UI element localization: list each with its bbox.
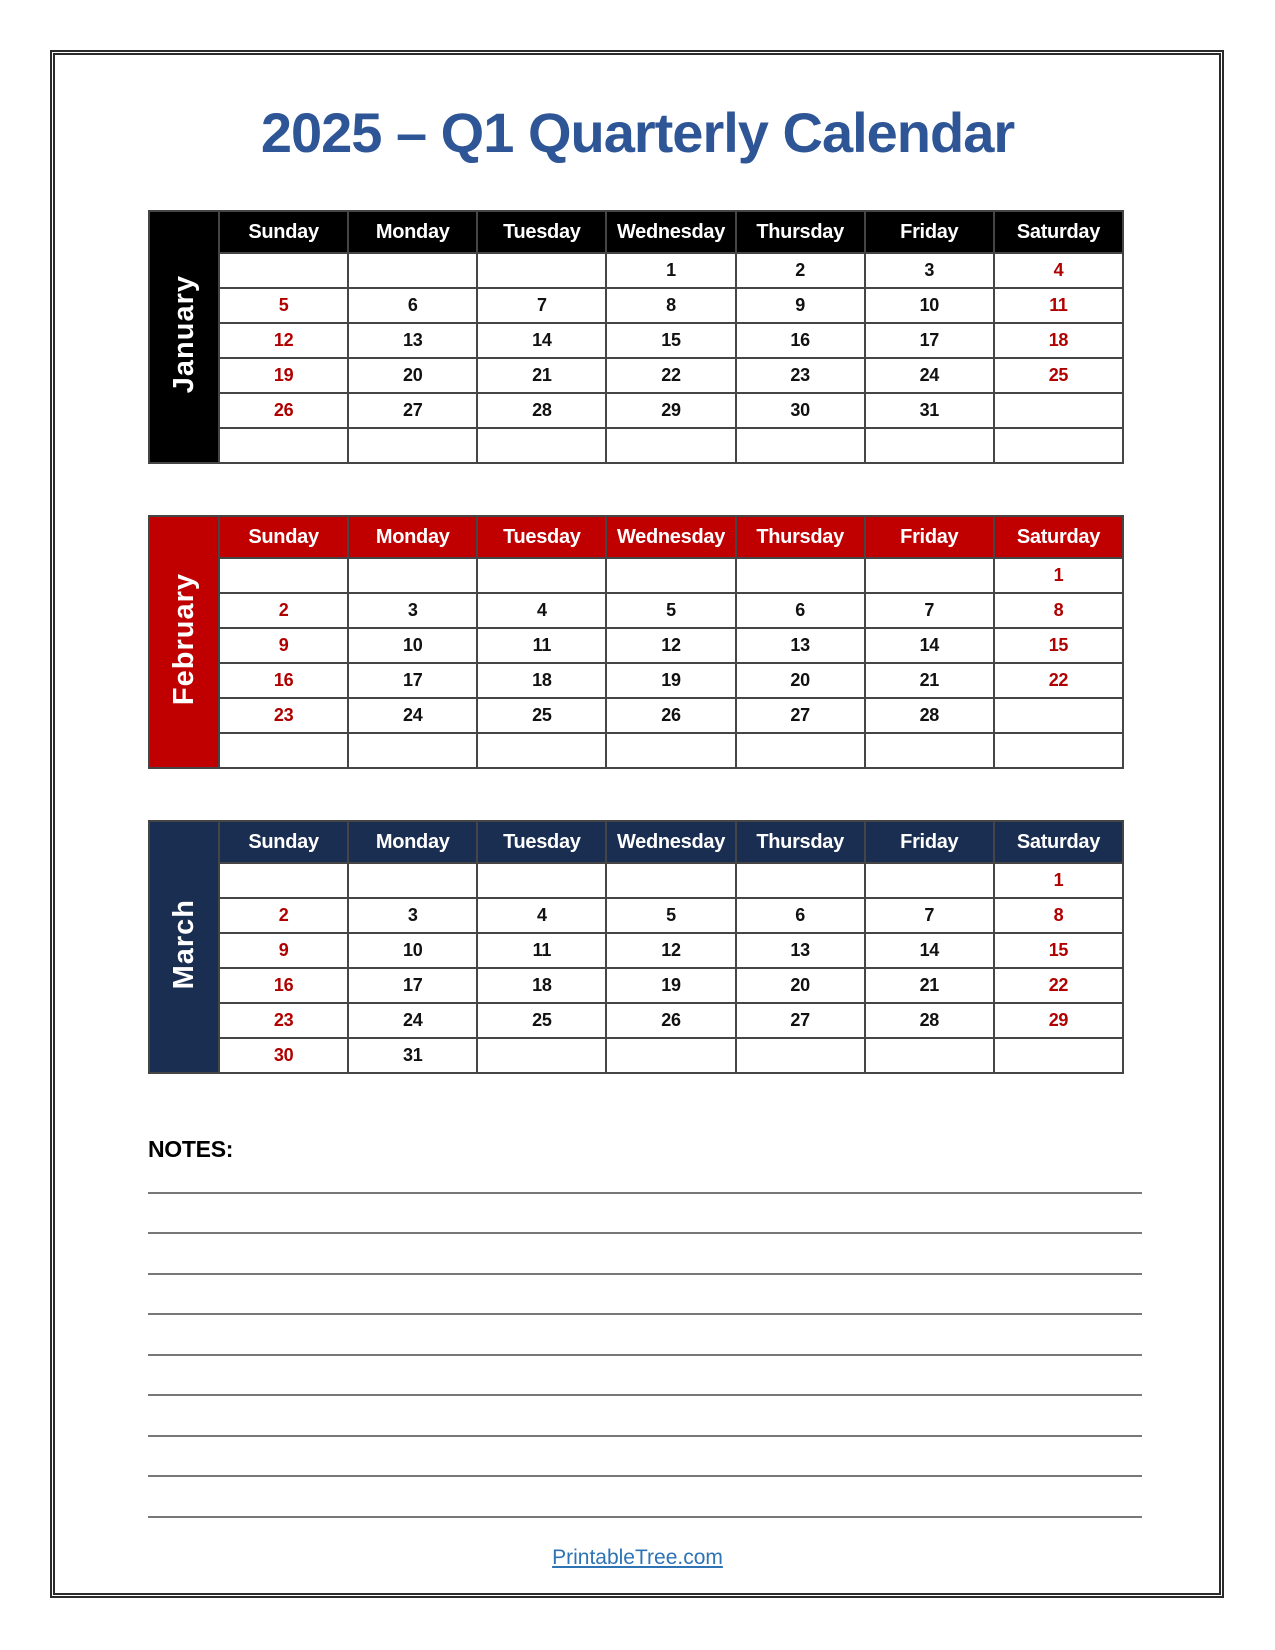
day-cell: 13 bbox=[736, 933, 865, 968]
day-cell: 1 bbox=[994, 863, 1123, 898]
weekday-header-friday: Friday bbox=[865, 211, 994, 253]
weekday-header-wednesday: Wednesday bbox=[606, 821, 735, 863]
notes-label: NOTES: bbox=[148, 1136, 234, 1162]
day-cell: 30 bbox=[219, 1038, 348, 1073]
weekday-header-monday: Monday bbox=[348, 821, 477, 863]
day-cell bbox=[348, 428, 477, 463]
week-row bbox=[149, 628, 1123, 663]
day-cell: 29 bbox=[606, 393, 735, 428]
day-cell bbox=[477, 863, 606, 898]
weekday-header-row bbox=[149, 211, 1123, 253]
day-cell bbox=[736, 733, 865, 768]
day-cell: 19 bbox=[606, 968, 735, 1003]
day-cell: 1 bbox=[606, 253, 735, 288]
day-cell: 11 bbox=[477, 933, 606, 968]
note-line bbox=[148, 1153, 1142, 1194]
day-cell: 21 bbox=[865, 663, 994, 698]
day-cell: 7 bbox=[865, 898, 994, 933]
weekday-header-friday: Friday bbox=[865, 516, 994, 558]
weekday-header-row bbox=[149, 821, 1123, 863]
day-cell: 11 bbox=[477, 628, 606, 663]
note-line bbox=[148, 1234, 1142, 1275]
day-cell: 4 bbox=[477, 898, 606, 933]
weekday-header-wednesday: Wednesday bbox=[606, 211, 735, 253]
day-cell: 11 bbox=[994, 288, 1123, 323]
day-cell: 26 bbox=[219, 393, 348, 428]
day-cell: 5 bbox=[606, 898, 735, 933]
day-cell: 31 bbox=[348, 1038, 477, 1073]
week-row bbox=[149, 968, 1123, 1003]
day-cell: 15 bbox=[994, 628, 1123, 663]
day-cell: 22 bbox=[606, 358, 735, 393]
day-cell: 12 bbox=[219, 323, 348, 358]
week-row bbox=[149, 323, 1123, 358]
day-cell: 17 bbox=[348, 663, 477, 698]
day-cell: 28 bbox=[865, 1003, 994, 1038]
footer bbox=[0, 1546, 1275, 1570]
day-cell bbox=[348, 863, 477, 898]
day-cell bbox=[606, 863, 735, 898]
day-cell: 16 bbox=[219, 968, 348, 1003]
day-cell: 23 bbox=[219, 1003, 348, 1038]
weekday-header-tuesday: Tuesday bbox=[477, 211, 606, 253]
day-cell bbox=[865, 428, 994, 463]
day-cell: 10 bbox=[348, 628, 477, 663]
day-cell bbox=[219, 733, 348, 768]
note-line bbox=[148, 1477, 1142, 1518]
month-panel-february bbox=[148, 515, 1124, 769]
day-cell: 13 bbox=[348, 323, 477, 358]
day-cell: 24 bbox=[348, 698, 477, 733]
day-cell bbox=[477, 428, 606, 463]
month-sidebar bbox=[149, 821, 219, 1073]
week-row bbox=[149, 898, 1123, 933]
day-cell bbox=[865, 558, 994, 593]
note-line bbox=[148, 1437, 1142, 1478]
week-row bbox=[149, 1038, 1123, 1073]
day-cell bbox=[477, 1038, 606, 1073]
day-cell: 28 bbox=[477, 393, 606, 428]
note-line bbox=[148, 1315, 1142, 1356]
month-sidebar bbox=[149, 211, 219, 463]
calendar-table-january bbox=[148, 210, 1124, 464]
day-cell bbox=[219, 428, 348, 463]
weekday-header-row bbox=[149, 516, 1123, 558]
day-cell: 2 bbox=[736, 253, 865, 288]
day-cell: 16 bbox=[219, 663, 348, 698]
day-cell: 23 bbox=[736, 358, 865, 393]
weekday-header-monday: Monday bbox=[348, 516, 477, 558]
day-cell: 27 bbox=[736, 1003, 865, 1038]
day-cell: 24 bbox=[348, 1003, 477, 1038]
day-cell: 4 bbox=[994, 253, 1123, 288]
day-cell bbox=[606, 558, 735, 593]
day-cell bbox=[477, 558, 606, 593]
week-row bbox=[149, 393, 1123, 428]
day-cell bbox=[865, 863, 994, 898]
day-cell: 14 bbox=[865, 628, 994, 663]
day-cell bbox=[865, 733, 994, 768]
day-cell: 10 bbox=[865, 288, 994, 323]
day-cell: 20 bbox=[348, 358, 477, 393]
day-cell: 13 bbox=[736, 628, 865, 663]
week-row bbox=[149, 593, 1123, 628]
weekday-header-friday: Friday bbox=[865, 821, 994, 863]
week-row bbox=[149, 558, 1123, 593]
day-cell: 31 bbox=[865, 393, 994, 428]
week-row bbox=[149, 863, 1123, 898]
day-cell: 10 bbox=[348, 933, 477, 968]
day-cell: 7 bbox=[477, 288, 606, 323]
week-row bbox=[149, 933, 1123, 968]
day-cell: 8 bbox=[994, 898, 1123, 933]
weekday-header-monday: Monday bbox=[348, 211, 477, 253]
day-cell bbox=[219, 253, 348, 288]
week-row bbox=[149, 733, 1123, 768]
day-cell bbox=[994, 1038, 1123, 1073]
day-cell: 25 bbox=[994, 358, 1123, 393]
day-cell: 18 bbox=[477, 663, 606, 698]
day-cell: 9 bbox=[736, 288, 865, 323]
week-row bbox=[149, 358, 1123, 393]
note-line bbox=[148, 1275, 1142, 1316]
day-cell: 5 bbox=[606, 593, 735, 628]
day-cell bbox=[994, 698, 1123, 733]
weekday-header-sunday: Sunday bbox=[219, 516, 348, 558]
day-cell bbox=[994, 393, 1123, 428]
calendar-table-february bbox=[148, 515, 1124, 769]
day-cell bbox=[477, 253, 606, 288]
day-cell: 30 bbox=[736, 393, 865, 428]
day-cell: 14 bbox=[477, 323, 606, 358]
day-cell: 21 bbox=[865, 968, 994, 1003]
footer-link[interactable]: PrintableTree.com bbox=[552, 1546, 723, 1569]
month-panel-march bbox=[148, 820, 1124, 1074]
day-cell bbox=[736, 558, 865, 593]
weekday-header-tuesday: Tuesday bbox=[477, 516, 606, 558]
day-cell: 12 bbox=[606, 933, 735, 968]
day-cell: 12 bbox=[606, 628, 735, 663]
week-row bbox=[149, 1003, 1123, 1038]
day-cell: 4 bbox=[477, 593, 606, 628]
day-cell: 6 bbox=[736, 593, 865, 628]
day-cell: 9 bbox=[219, 628, 348, 663]
day-cell: 8 bbox=[606, 288, 735, 323]
week-row bbox=[149, 663, 1123, 698]
day-cell bbox=[606, 428, 735, 463]
day-cell: 3 bbox=[865, 253, 994, 288]
day-cell: 23 bbox=[219, 698, 348, 733]
day-cell: 27 bbox=[736, 698, 865, 733]
weekday-header-saturday: Saturday bbox=[994, 821, 1123, 863]
day-cell bbox=[477, 733, 606, 768]
week-row bbox=[149, 253, 1123, 288]
day-cell: 27 bbox=[348, 393, 477, 428]
weekday-header-sunday: Sunday bbox=[219, 821, 348, 863]
day-cell: 25 bbox=[477, 1003, 606, 1038]
month-label: January bbox=[167, 275, 200, 394]
weekday-header-saturday: Saturday bbox=[994, 516, 1123, 558]
day-cell: 3 bbox=[348, 898, 477, 933]
month-label: March bbox=[167, 899, 200, 990]
notes-lines-area bbox=[148, 1153, 1142, 1518]
day-cell bbox=[606, 733, 735, 768]
day-cell bbox=[736, 863, 865, 898]
note-line bbox=[148, 1194, 1142, 1235]
day-cell: 1 bbox=[994, 558, 1123, 593]
day-cell: 22 bbox=[994, 663, 1123, 698]
day-cell: 5 bbox=[219, 288, 348, 323]
day-cell: 29 bbox=[994, 1003, 1123, 1038]
day-cell: 26 bbox=[606, 1003, 735, 1038]
day-cell: 19 bbox=[219, 358, 348, 393]
day-cell bbox=[736, 1038, 865, 1073]
day-cell: 21 bbox=[477, 358, 606, 393]
day-cell: 24 bbox=[865, 358, 994, 393]
day-cell: 20 bbox=[736, 663, 865, 698]
day-cell: 17 bbox=[348, 968, 477, 1003]
day-cell: 8 bbox=[994, 593, 1123, 628]
weekday-header-saturday: Saturday bbox=[994, 211, 1123, 253]
day-cell bbox=[865, 1038, 994, 1073]
weekday-header-wednesday: Wednesday bbox=[606, 516, 735, 558]
week-row bbox=[149, 288, 1123, 323]
day-cell bbox=[994, 733, 1123, 768]
day-cell bbox=[348, 733, 477, 768]
week-row bbox=[149, 428, 1123, 463]
day-cell bbox=[606, 1038, 735, 1073]
day-cell: 2 bbox=[219, 898, 348, 933]
weekday-header-sunday: Sunday bbox=[219, 211, 348, 253]
day-cell: 7 bbox=[865, 593, 994, 628]
day-cell bbox=[219, 863, 348, 898]
note-line bbox=[148, 1396, 1142, 1437]
day-cell: 6 bbox=[736, 898, 865, 933]
note-line bbox=[148, 1356, 1142, 1397]
day-cell: 9 bbox=[219, 933, 348, 968]
month-panel-january bbox=[148, 210, 1124, 464]
day-cell: 22 bbox=[994, 968, 1123, 1003]
weekday-header-thursday: Thursday bbox=[736, 211, 865, 253]
day-cell bbox=[348, 253, 477, 288]
month-sidebar bbox=[149, 516, 219, 768]
day-cell bbox=[736, 428, 865, 463]
day-cell: 26 bbox=[606, 698, 735, 733]
day-cell: 2 bbox=[219, 593, 348, 628]
day-cell: 25 bbox=[477, 698, 606, 733]
day-cell: 6 bbox=[348, 288, 477, 323]
day-cell bbox=[219, 558, 348, 593]
day-cell: 18 bbox=[477, 968, 606, 1003]
weekday-header-thursday: Thursday bbox=[736, 821, 865, 863]
day-cell bbox=[994, 428, 1123, 463]
day-cell: 17 bbox=[865, 323, 994, 358]
week-row bbox=[149, 698, 1123, 733]
day-cell: 28 bbox=[865, 698, 994, 733]
calendar-table-march bbox=[148, 820, 1124, 1074]
month-label: February bbox=[167, 573, 200, 706]
day-cell: 3 bbox=[348, 593, 477, 628]
day-cell bbox=[348, 558, 477, 593]
day-cell: 15 bbox=[994, 933, 1123, 968]
weekday-header-tuesday: Tuesday bbox=[477, 821, 606, 863]
day-cell: 18 bbox=[994, 323, 1123, 358]
day-cell: 16 bbox=[736, 323, 865, 358]
weekday-header-thursday: Thursday bbox=[736, 516, 865, 558]
page-title: 2025 – Q1 Quarterly Calendar bbox=[260, 101, 1015, 164]
day-cell: 19 bbox=[606, 663, 735, 698]
day-cell: 14 bbox=[865, 933, 994, 968]
day-cell: 20 bbox=[736, 968, 865, 1003]
day-cell: 15 bbox=[606, 323, 735, 358]
